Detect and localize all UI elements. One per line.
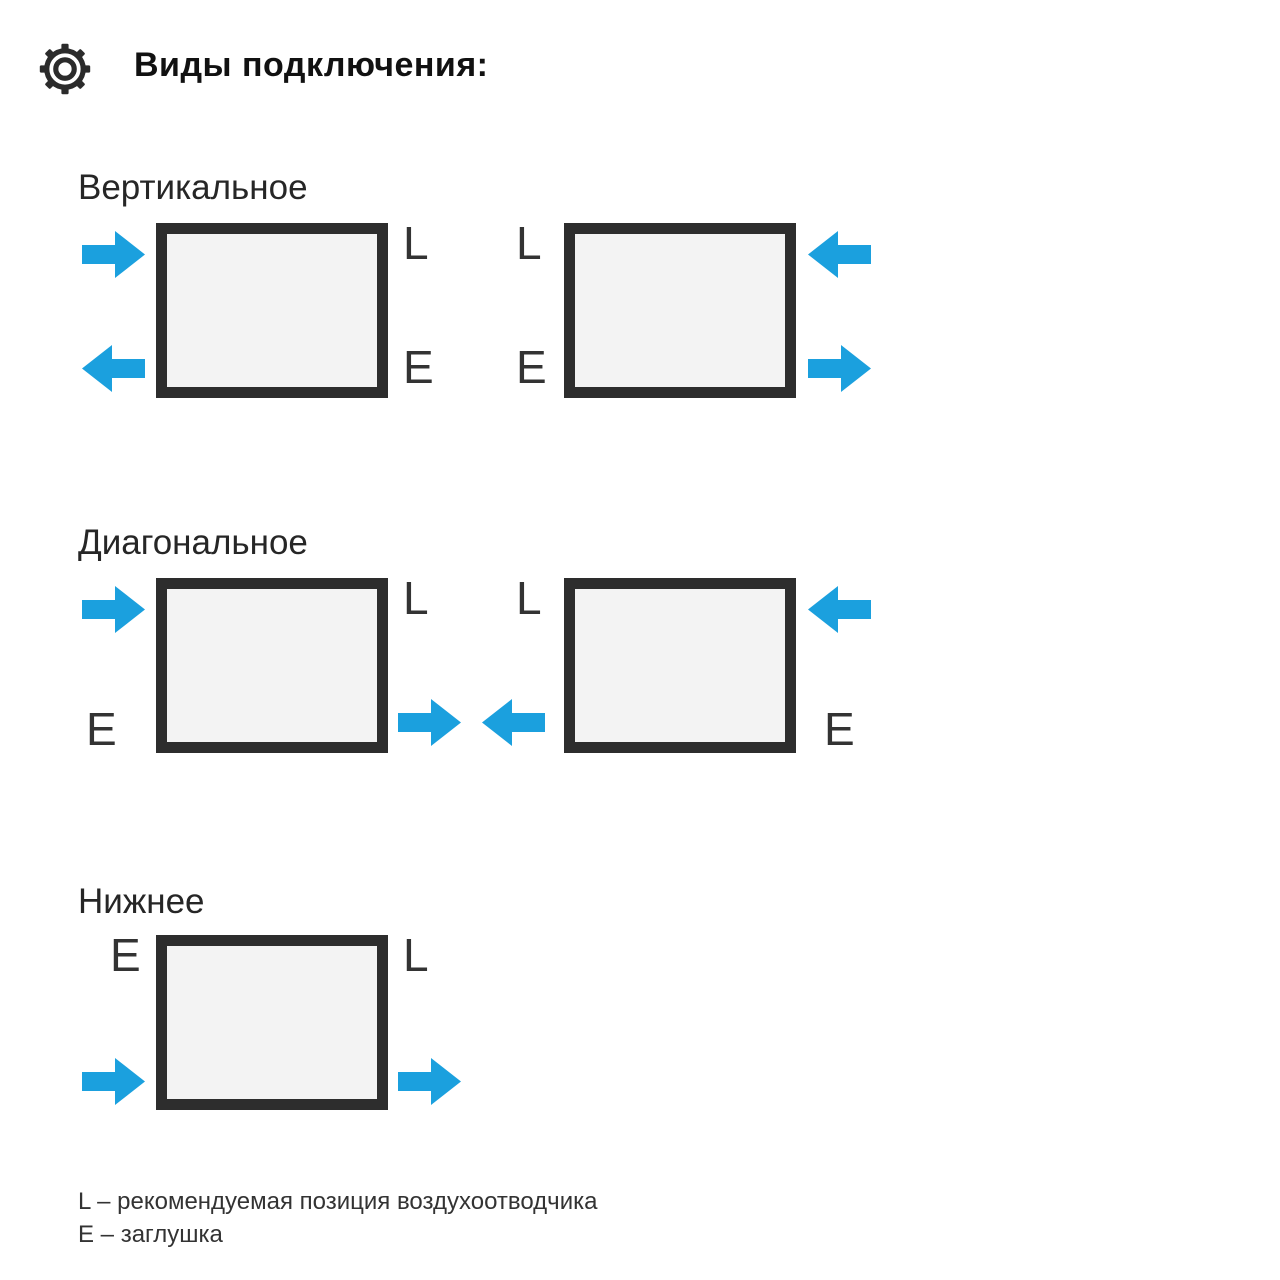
port-label-l: L [516, 572, 542, 624]
port-label-l: L [403, 929, 429, 981]
port-label-l: L [516, 217, 542, 269]
section-title-diagonal: Диагональное [78, 523, 308, 562]
radiator-frame [156, 578, 388, 753]
flow-arrow-right-icon [82, 586, 145, 633]
radiator-frame [564, 578, 796, 753]
flow-arrow-right-icon [398, 699, 461, 746]
port-label-e: E [403, 341, 434, 393]
port-label-e: E [516, 341, 547, 393]
flow-arrow-left-icon [808, 231, 871, 278]
port-label-l: L [403, 217, 429, 269]
flow-arrow-right-icon [808, 345, 871, 392]
flow-arrow-left-icon [808, 586, 871, 633]
flow-arrow-right-icon [398, 1058, 461, 1105]
flow-arrow-left-icon [82, 345, 145, 392]
port-label-e: E [110, 929, 141, 981]
radiator-frame [156, 935, 388, 1110]
port-label-e: E [824, 703, 855, 755]
legend-line-e: E – заглушка [78, 1221, 223, 1248]
gear-icon [38, 42, 92, 96]
radiator-frame [156, 223, 388, 398]
radiator-frame [564, 223, 796, 398]
flow-arrow-right-icon [82, 1058, 145, 1105]
section-title-bottom: Нижнее [78, 882, 205, 921]
flow-arrow-left-icon [482, 699, 545, 746]
flow-arrow-right-icon [82, 231, 145, 278]
section-title-vertical: Вертикальное [78, 168, 308, 207]
port-label-l: L [403, 572, 429, 624]
port-label-e: E [86, 703, 117, 755]
legend-line-l: L – рекомендуемая позиция воздухоотводчика [78, 1188, 598, 1215]
page-title: Виды подключения: [134, 46, 489, 84]
